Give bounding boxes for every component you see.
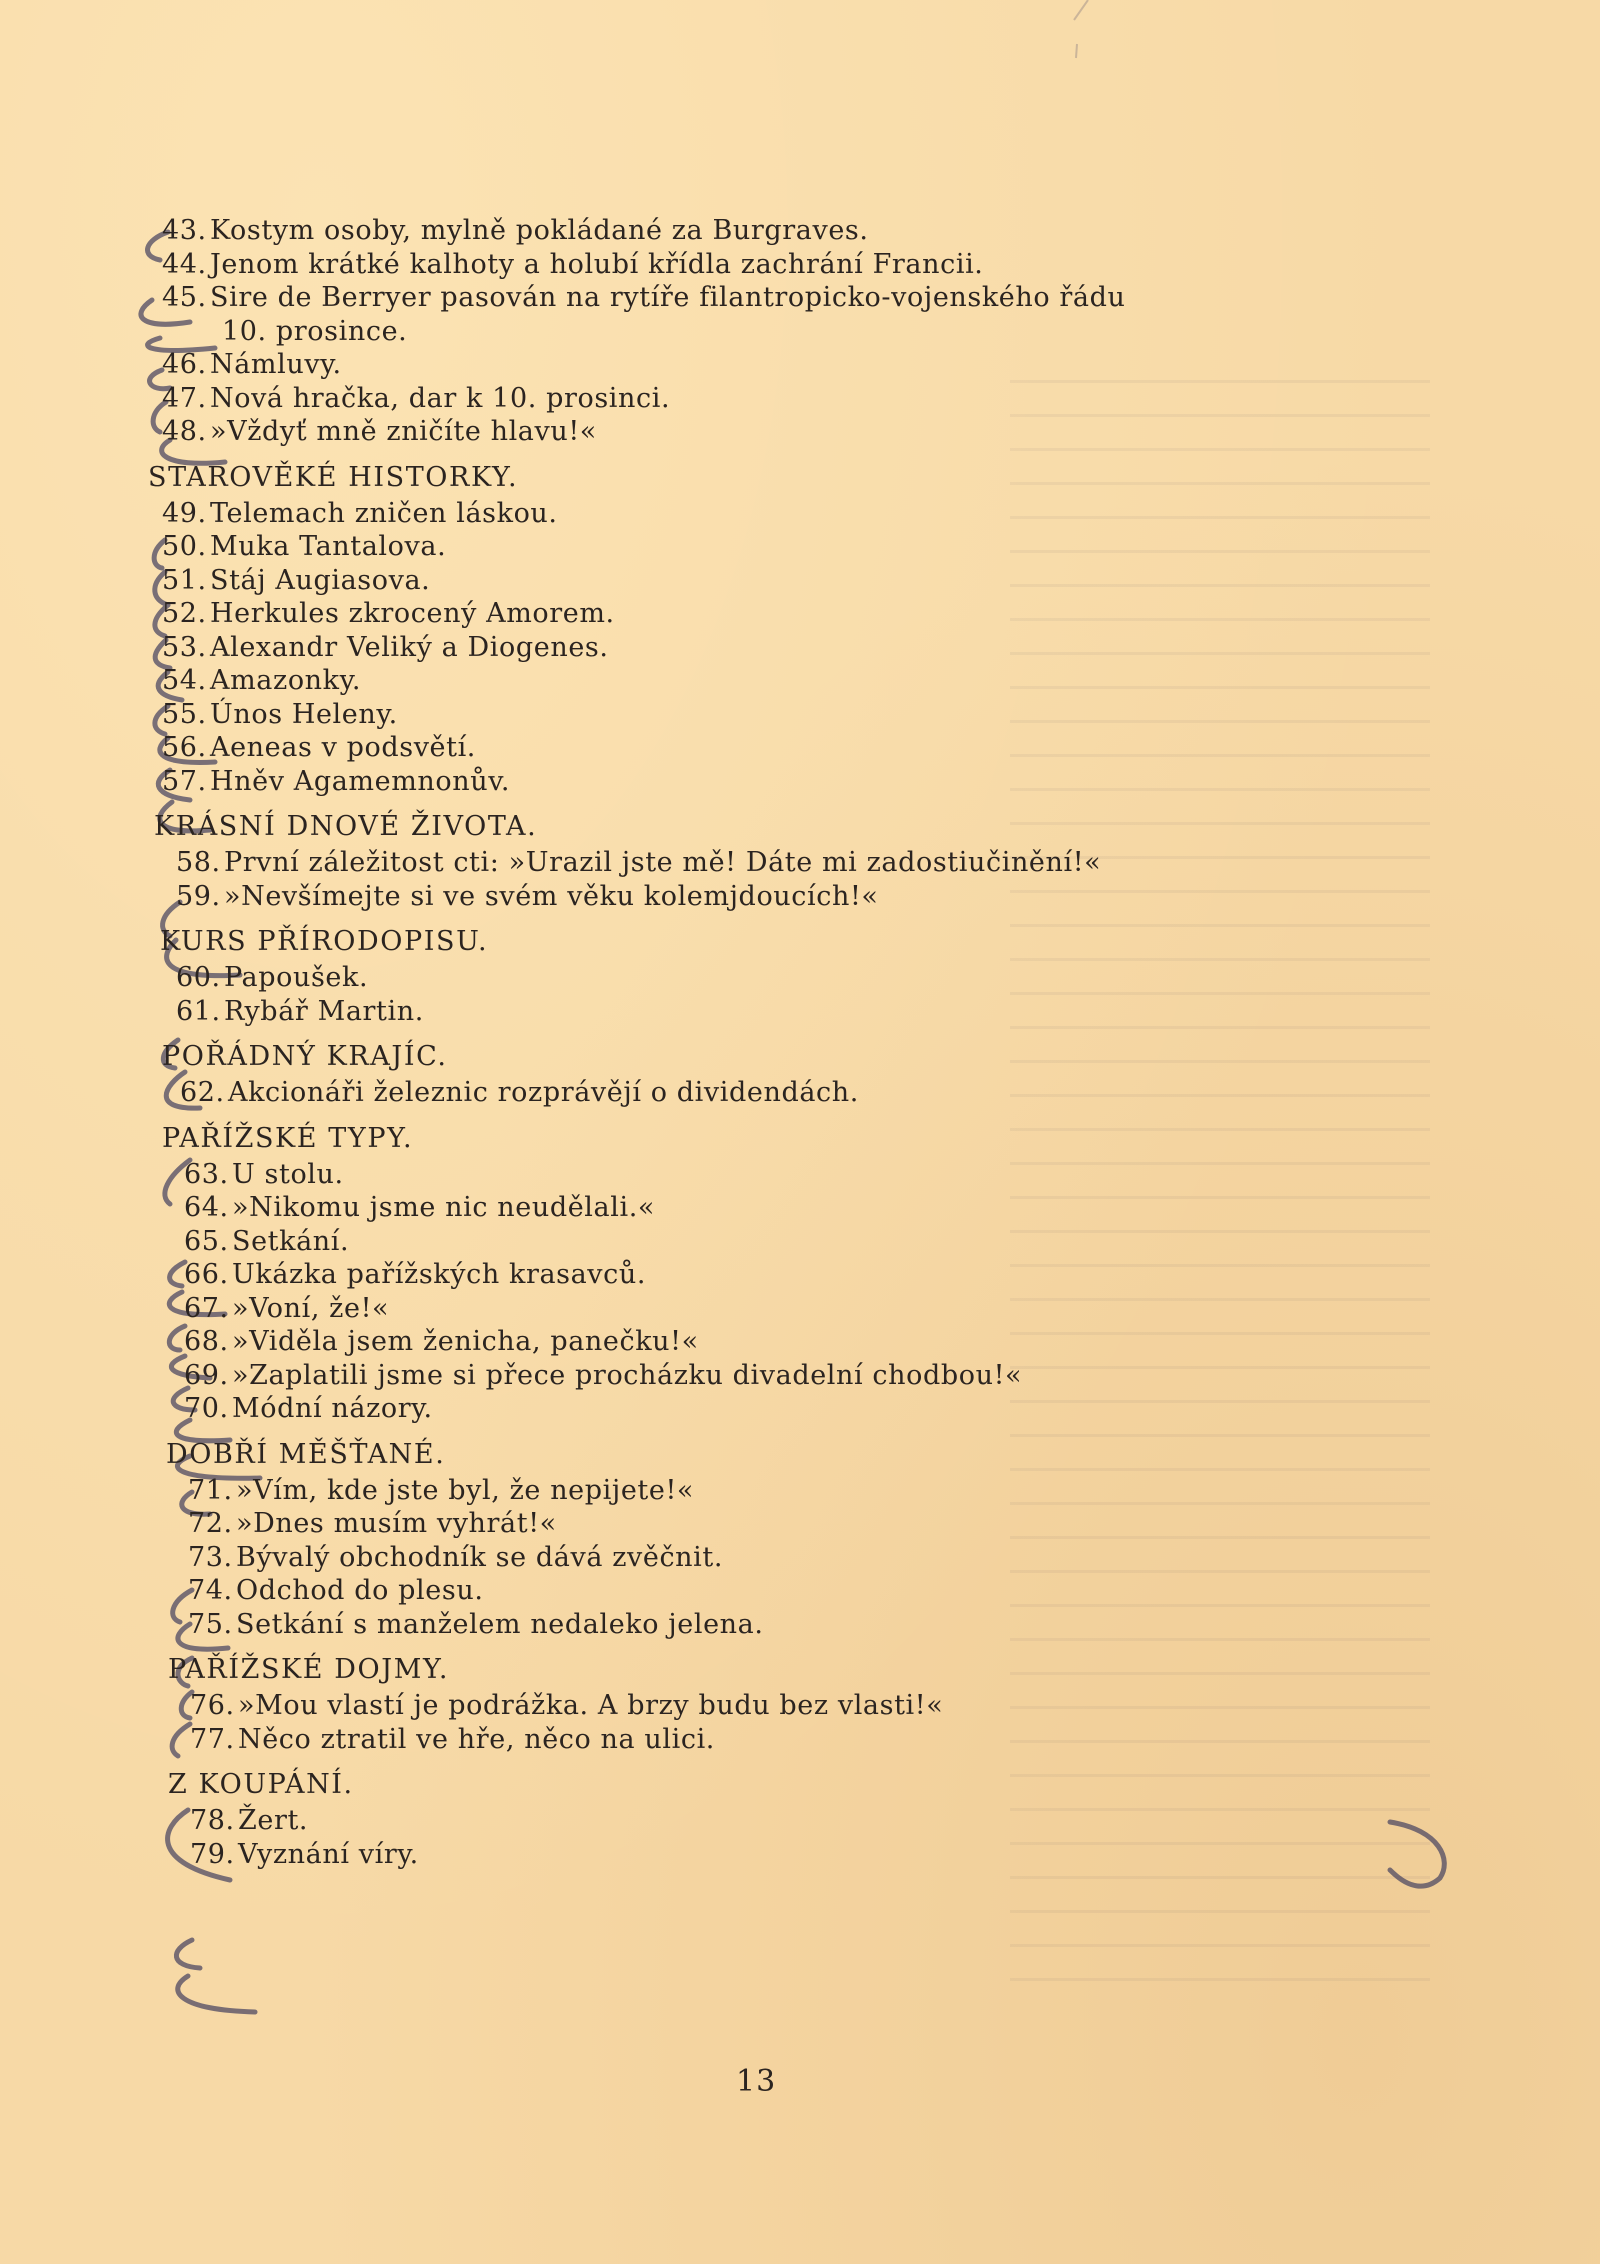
list-item: 75. Setkání s manželem nedaleko jelena. <box>188 1608 764 1640</box>
section-list <box>180 1076 1388 1110</box>
list-item: 52. Herkules zkrocený Amorem. <box>162 598 615 629</box>
section-list <box>190 1689 1388 1756</box>
list-item: 45. Sire de Berryer pasován na rytíře filantropicko-vojenského řádu <box>162 282 1126 313</box>
section-list <box>184 1158 1388 1426</box>
list-item: 56. Aeneas v podsvětí. <box>162 732 476 763</box>
page-number: 13 <box>736 2064 777 2099</box>
section-list <box>190 1804 1388 1871</box>
list-item: 63. U stolu. <box>184 1158 344 1190</box>
section-heading: STAROVĚKÉ HISTORKY. <box>148 461 519 493</box>
section-heading: PAŘÍŽSKÉ TYPY. <box>162 1122 414 1154</box>
section-heading: KRÁSNÍ DNOVÉ ŽIVOTA. <box>154 811 538 842</box>
list-item: 43. Kostym osoby, mylně pokládané za Burgraves. <box>162 215 869 246</box>
list-item: 72. »Dnes musím vyhrát!« <box>188 1508 557 1539</box>
list-item: 57. Hněv Agamemnonův. <box>162 765 511 797</box>
list-item: 68. »Viděla jsem ženicha, panečku!« <box>184 1326 699 1357</box>
list-item: 77. Něco ztratil ve hře, něco na ulici. <box>190 1723 715 1755</box>
list-item: 54. Amazonky. <box>162 665 362 696</box>
list-item: 48. »Vždyť mně zničíte hlavu!« <box>162 416 597 447</box>
list-item: 70. Módní názory. <box>184 1393 433 1424</box>
list-item: 51. Stáj Augiasova. <box>162 564 431 596</box>
list-item: 59. »Nevšímejte si ve svém věku kolemjdoucích!« <box>176 880 879 912</box>
list-item: 66. Ukázka pařížských krasavců. <box>184 1259 647 1290</box>
list-item: 62. Akcionáři železnic rozprávějí o dividendách. <box>180 1077 859 1108</box>
section-list <box>176 961 1388 1028</box>
list-item: 53. Alexandr Veliký a Diogenes. <box>162 631 609 663</box>
list-item: 69. »Zaplatili jsme si přece procházku divadelní chodbou!« <box>184 1359 1023 1391</box>
list-item: 79. Vyznání víry. <box>190 1838 419 1870</box>
list-item: 64. »Nikomu jsme nic neudělali.« <box>184 1192 656 1223</box>
section-heading: POŘÁDNÝ KRAJÍC. <box>162 1041 448 1072</box>
list-item-continuation: 10. prosince. <box>222 315 408 347</box>
document-page <box>148 214 1388 1871</box>
list-item: 58. První záležitost cti: »Urazil jste mě! Dáte mi zadostiučinění!« <box>176 847 1102 878</box>
section-heading: Z KOUPÁNÍ. <box>168 1769 354 1800</box>
section-heading: KURS PŘÍRODOPISU. <box>160 926 489 957</box>
list-item: 74. Odchod do plesu. <box>188 1575 484 1606</box>
list-item: 73. Bývalý obchodník se dává zvěčnit. <box>188 1541 724 1573</box>
list-item: 49. Telemach zničen láskou. <box>162 497 558 529</box>
list-item: 67. »Voní, že!« <box>184 1292 390 1324</box>
section-list <box>188 1474 1388 1642</box>
list-item: 65. Setkání. <box>184 1225 350 1257</box>
list-item: 47. Nová hračka, dar k 10. prosinci. <box>162 382 671 414</box>
section-heading: DOBŘÍ MĚŠŤANÉ. <box>166 1438 446 1470</box>
list-item: 55. Únos Heleny. <box>162 698 398 730</box>
list-item: 50. Muka Tantalova. <box>162 531 447 562</box>
entry-list-block-1 <box>148 214 1388 449</box>
section-list <box>162 497 1388 799</box>
list-item: 46. Námluvy. <box>162 349 342 380</box>
section-heading: PAŘÍŽSKÉ DOJMY. <box>168 1654 450 1685</box>
list-item: 76. »Mou vlastí je podrážka. A brzy budu bez vlasti!« <box>190 1690 944 1721</box>
list-item: 61. Rybář Martin. <box>176 995 424 1027</box>
list-item: 71. »Vím, kde jste byl, že nepijete!« <box>188 1474 695 1506</box>
section-list <box>176 846 1388 913</box>
list-item: 44. Jenom krátké kalhoty a holubí křídla zachrání Francii. <box>162 248 984 280</box>
list-item: 60. Papoušek. <box>176 962 369 993</box>
list-item: 78. Žert. <box>190 1805 309 1836</box>
